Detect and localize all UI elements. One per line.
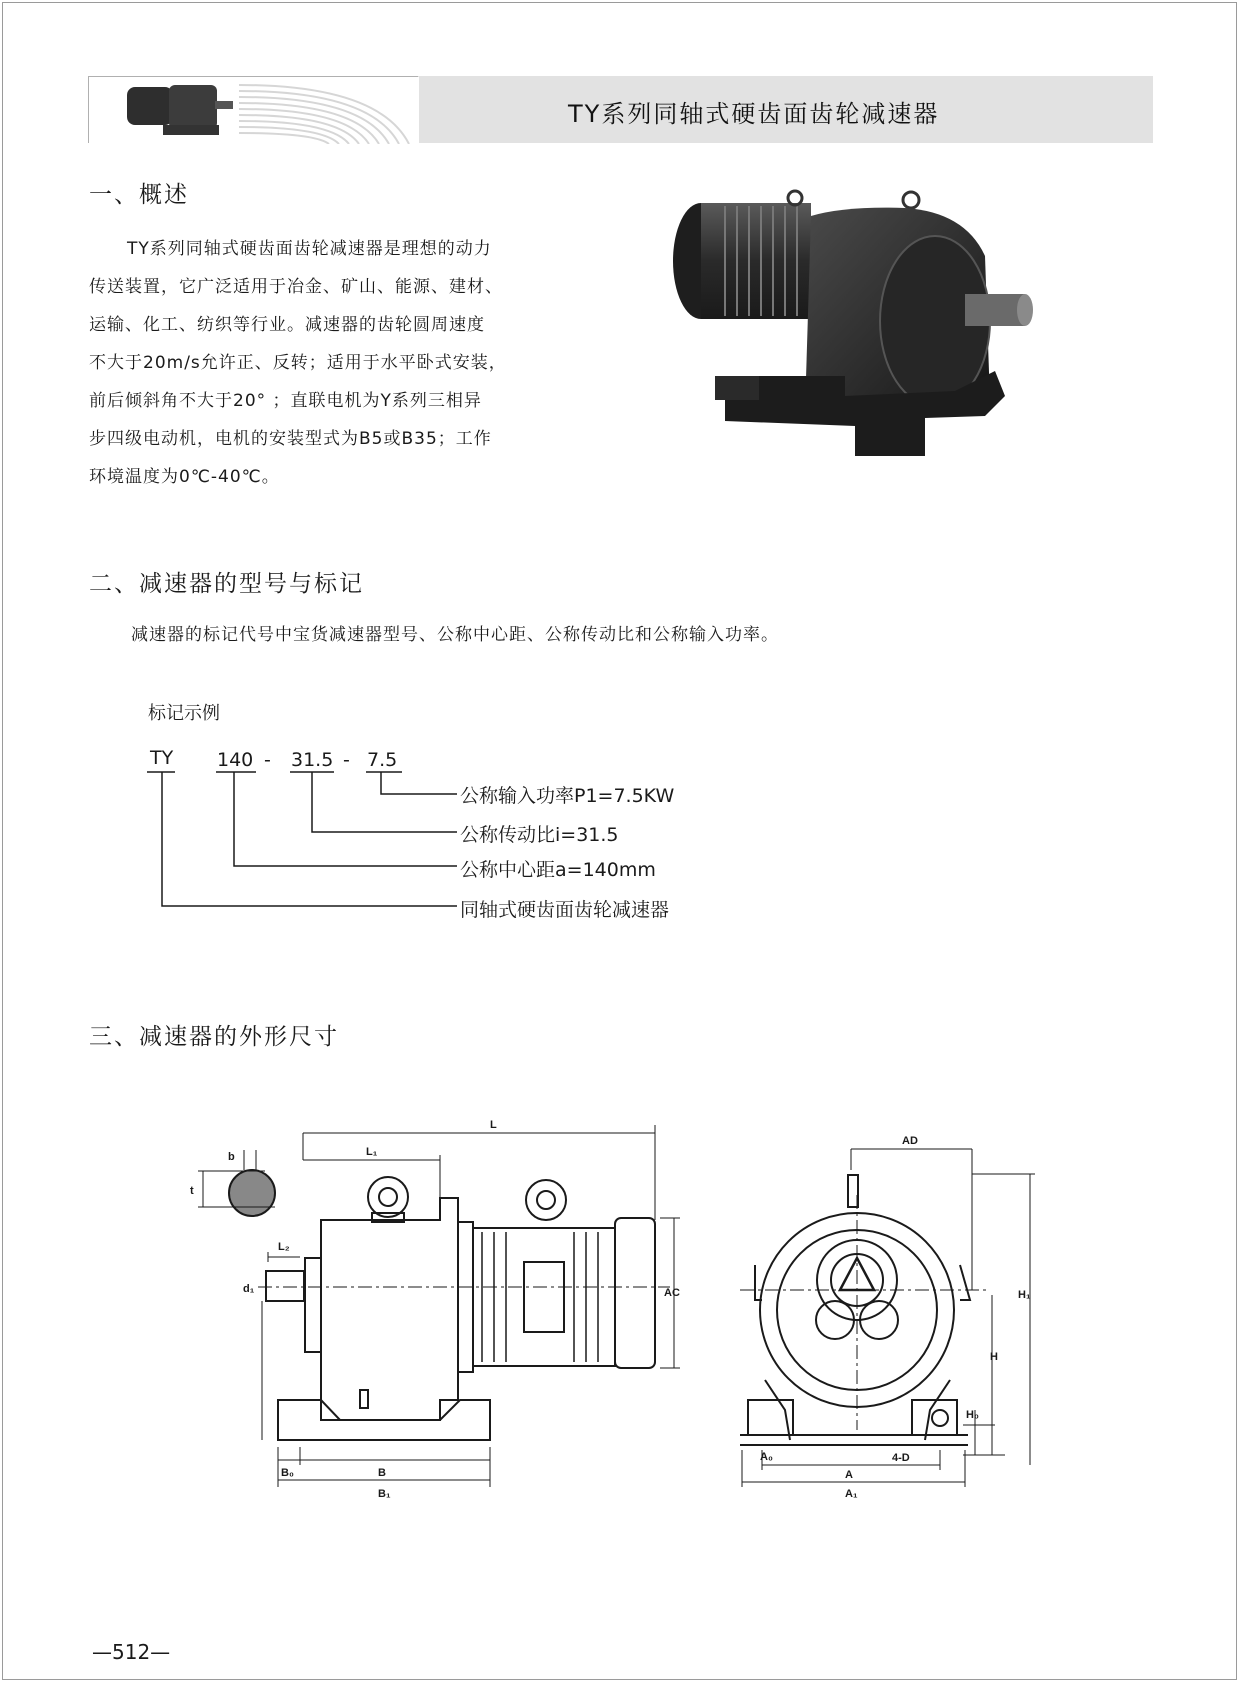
dim-label-L1: L₁: [366, 1146, 378, 1158]
dim-label-H: H: [990, 1351, 998, 1363]
legend-input-power: 公称输入功率P1=7.5KW: [460, 785, 675, 807]
section-heading-model: 二、减速器的型号与标记: [89, 571, 364, 597]
overview-line: 运输、化工、纺织等行业。减速器的齿轮圆周速度: [89, 315, 485, 335]
dim-label-L2: L₂: [278, 1241, 290, 1253]
dim-label-L: L: [490, 1119, 497, 1131]
legend-ratio: 公称传动比i=31.5: [460, 824, 619, 846]
dim-label-H1: H₁: [1018, 1289, 1031, 1301]
page-number: —512—: [92, 1640, 171, 1664]
dim-label-A: A: [845, 1469, 853, 1481]
overview-line: 环境温度为0℃-40℃。: [89, 467, 280, 487]
dim-label-holes: 4-D: [892, 1452, 910, 1464]
page-title: TY系列同轴式硬齿面齿轮减速器: [568, 100, 940, 128]
code-dash: -: [264, 749, 271, 771]
dim-label-AC: AC: [664, 1287, 680, 1299]
dim-label-A1: A₁: [845, 1488, 858, 1500]
section-heading-overview: 一、概述: [89, 182, 189, 208]
dim-label-d1: d₁: [243, 1283, 255, 1295]
section-heading-dimensions: 三、减速器的外形尺寸: [89, 1024, 339, 1050]
code-ty: TY: [150, 747, 174, 769]
dim-label-B1: B₁: [378, 1488, 391, 1500]
code-power: 7.5: [367, 749, 398, 771]
overview-line: 前后倾斜角不大于20° ；直联电机为Y系列三相异: [89, 391, 482, 411]
dim-label-B: B: [378, 1467, 386, 1479]
code-dash: -: [343, 749, 350, 771]
overview-line: TY系列同轴式硬齿面齿轮减速器是理想的动力: [127, 239, 492, 259]
model-description: 减速器的标记代号中宝货减速器型号、公称中心距、公称传动比和公称输入功率。: [131, 625, 779, 645]
dim-label-t: t: [190, 1185, 194, 1197]
overview-line: 不大于20m/s允许正、反转；适用于水平卧式安装，: [89, 353, 507, 373]
dim-label-b: b: [228, 1151, 235, 1163]
code-ratio: 31.5: [291, 749, 334, 771]
dim-label-H0: H₀: [966, 1409, 979, 1421]
dim-label-AD: AD: [902, 1135, 918, 1147]
dim-label-A0: A₀: [760, 1451, 773, 1463]
example-title: 标记示例: [148, 703, 220, 724]
overview-line: 步四级电动机，电机的安装型式为B5或B35；工作: [89, 429, 492, 449]
overview-line: 传送装置，它广泛适用于冶金、矿山、能源、建材、: [89, 277, 503, 297]
code-center-distance: 140: [217, 749, 254, 771]
legend-reducer-type: 同轴式硬齿面齿轮减速器: [460, 899, 670, 921]
dim-label-B0: B₀: [281, 1467, 294, 1479]
legend-center-distance: 公称中心距a=140mm: [460, 859, 656, 881]
